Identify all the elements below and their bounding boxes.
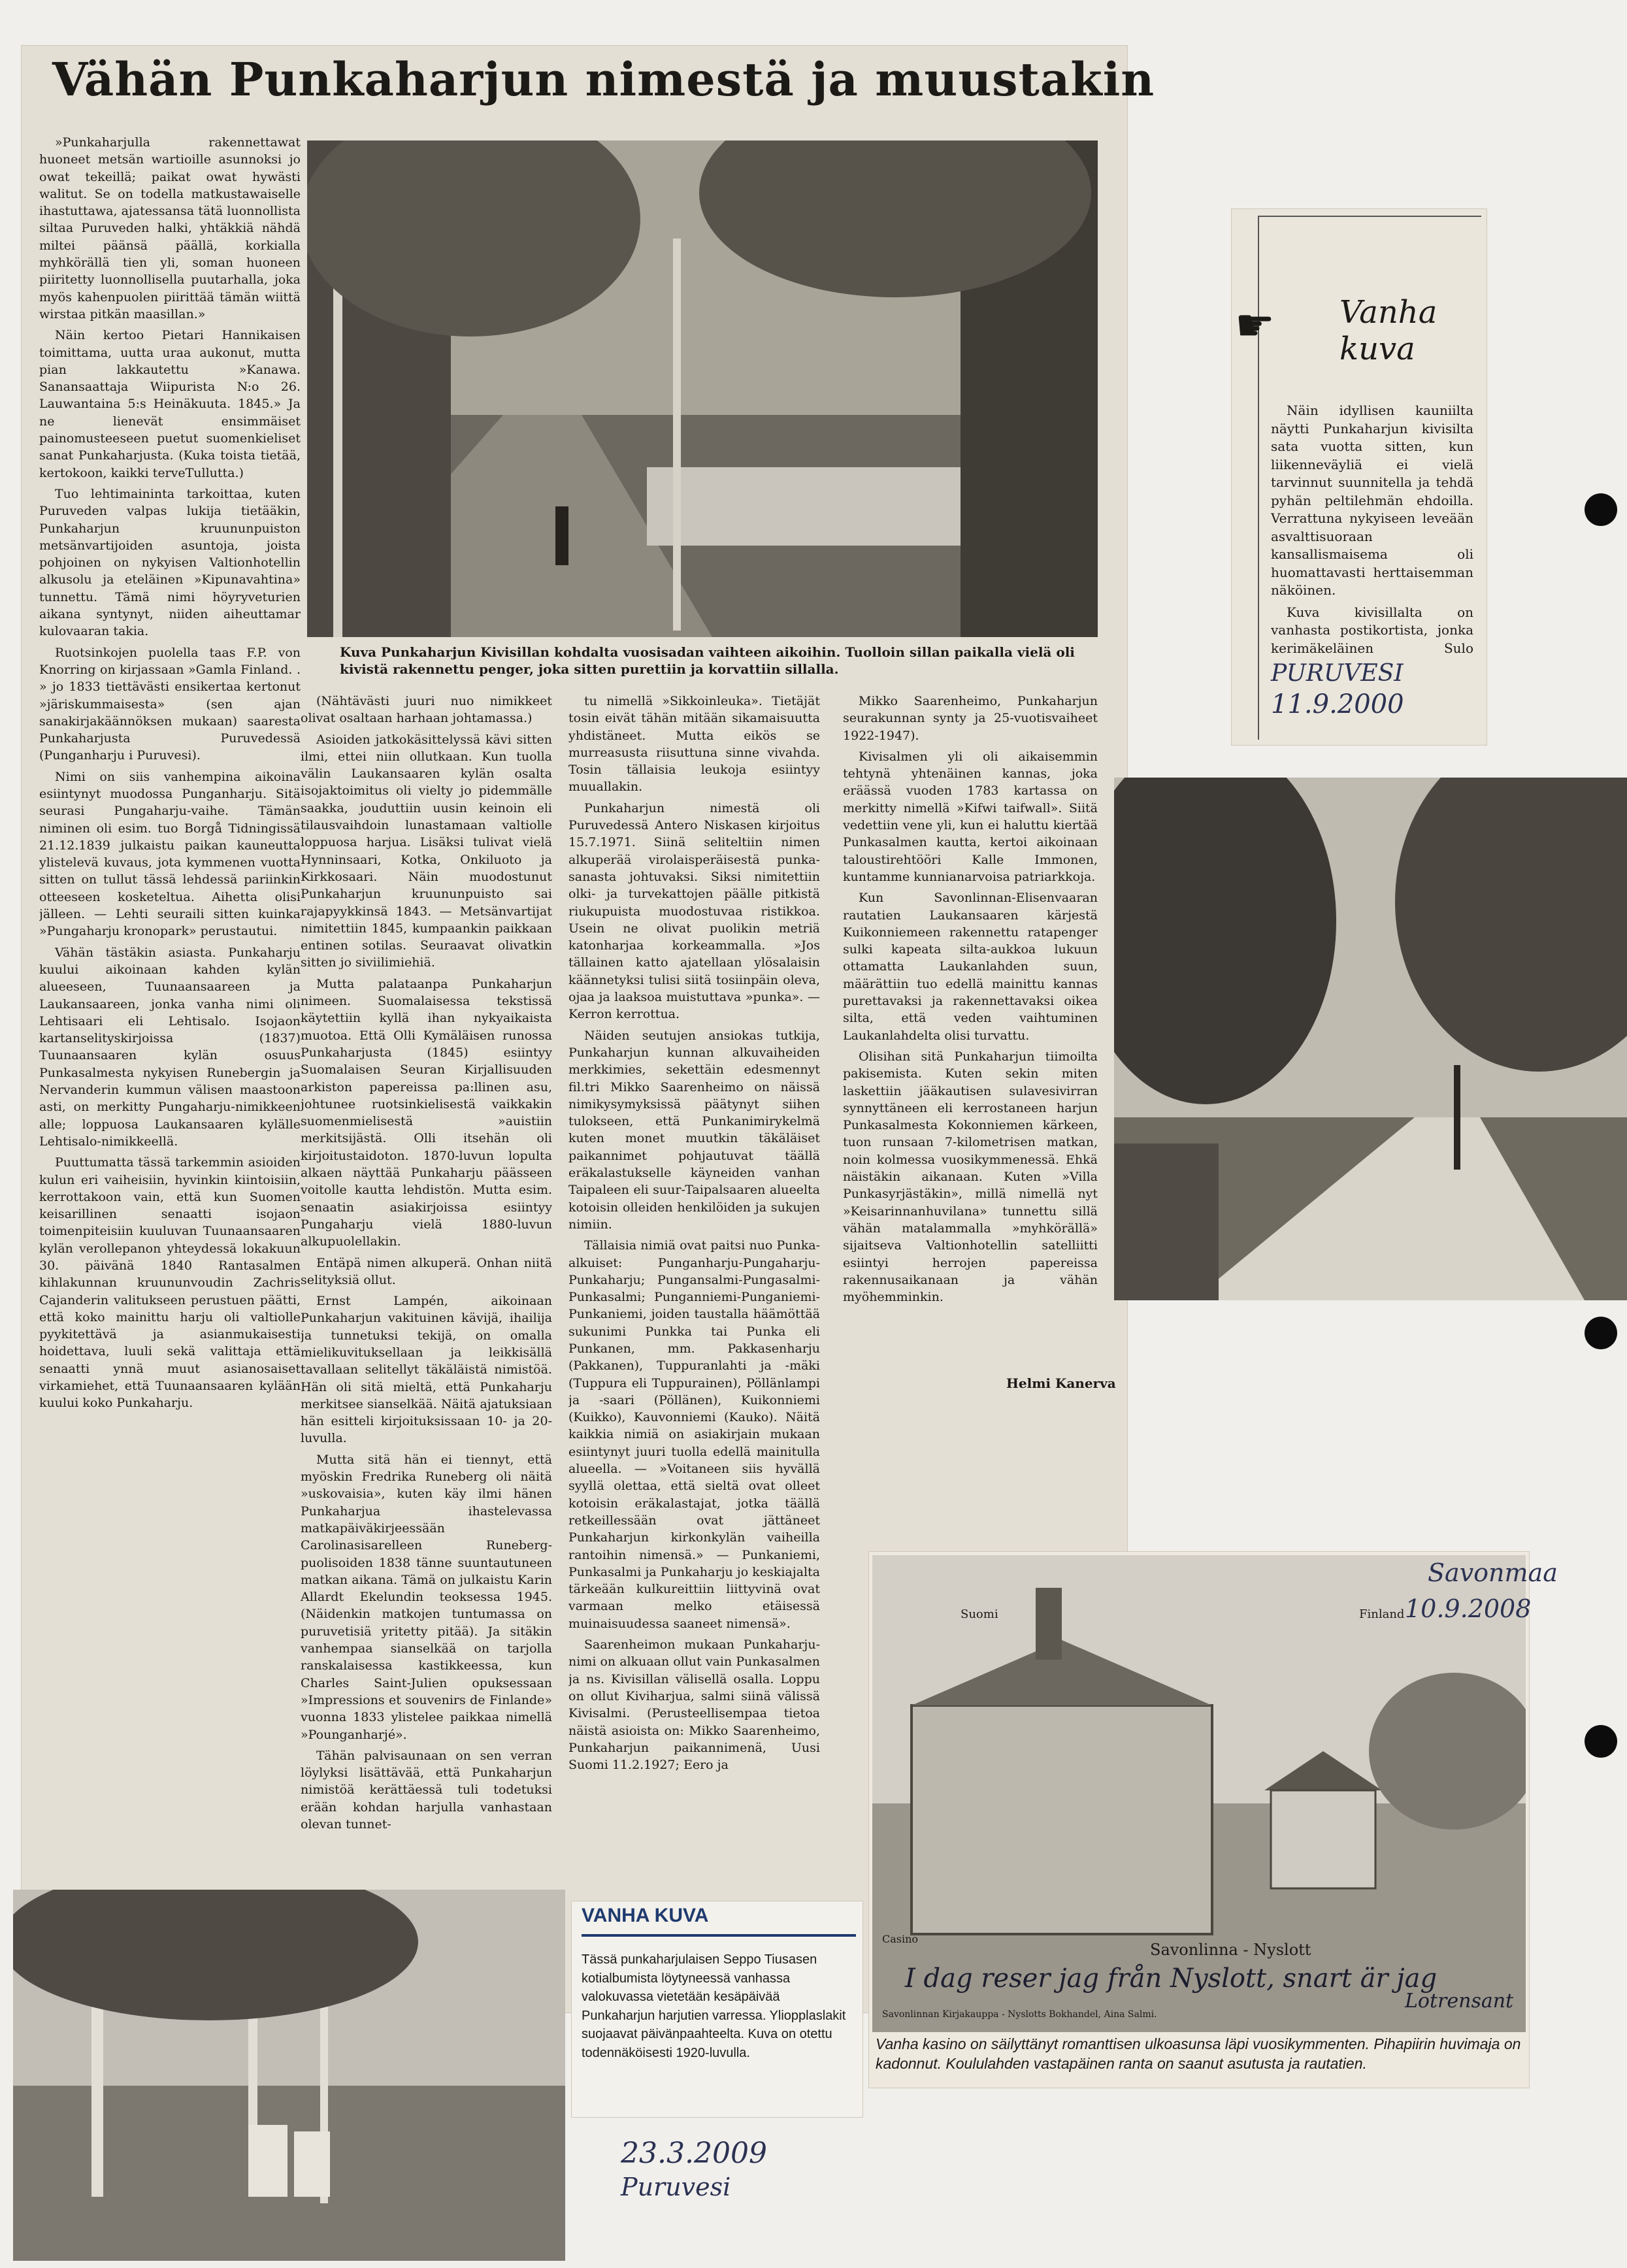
postcard-handwriting-2: Lotrensant: [1405, 1990, 1514, 2013]
handwritten-date-2009: 23.3.2009: [621, 2137, 767, 2170]
kivisilta-postcard-illustration: [1114, 778, 1627, 1300]
handwritten-source-puruvesi-2: Puruvesi: [621, 2173, 731, 2201]
casino-postcard-illustration: [872, 1555, 1526, 2032]
postcard-label-finland: Finland: [1359, 1607, 1405, 1621]
article-byline: Helmi Kanerva: [1006, 1375, 1116, 1391]
article-column-2: (Nähtävästi juuri nuo nimikkeet olivat osaltaan harhaan johtamassa.) Asioiden jatkokäsittelyssä kävi sitten ilmi, ettei niin ollutkaan. Kun tuolla välin Laukansaaren kylän osalta isojaktoimitus oli vielty jo pidemmälle saakka, jouduttiin uusin keinoin eli tilausvaihdoin lunastamaan valtiolle loppuosa harjua. Lisäksi tulivat vielä Hynninsaari, Kotka, Onkiluoto ja Kirkkosaari. Näin muodostunut Punkaharjun kruununpuisto sai rajapyykkinsä 1843. — Metsänvartijat nimitettiin 1845, kumpaankin paikkaan entinen sotilas. Seuraavat olivatkin sitten jo siviilimiehiä. Mutta palataanpa Punkaharjun nimeen. Suomalaisessa tekstissä käytettiin kyllä ihan nykyaikaista muotoa. Että Olli Kymäläisen runossa Punkaharjusta (1845) esiintyy Suomalaisen Seuran Kirjallisuuden arkiston papereissa pa:llinen asu, johtunee ruotsinkielisestä vaikkakin suomenmielisestä »auistiin merkitsijästä. Olli itsehän oli kirjoitustaidoton. 1870-luvun lopulta alkaen näyttää Punkaharju päässeen voitolle kautta lehdistön. Mutta esim. senaatin asiakirjoissa esiintyy Pungaharju vielä 1880-luvun alkupuolellakin. Entäpä nimen alkuperä. Onhan niitä selityksiä ollut. Ernst Lampén, aikoinaan Punkaharjun vakituinen kävijä, ihailija ja tunnetuksi tekijä, on omalla mielikuvituksellaan ja leikkisällä tavallaan selitellyt täkäläistä nimistöä. Hän oli sitä mieltä, että Punkaharju merkitsee sianselkää. Näitä ajatuksiaan hän esitteli kirjoituksissaan 10- ja 20-luvulla. Mutta sitä hän ei tiennyt, että myöskin Fredrika Runeberg oli näitä »uskovaisia», kuten käy ilmi hänen Punkaharjua ihastelevassa matkapäiväkirjeessään Carolinasisarelleen Runeberg-puolisoiden 1838 tänne suuntautuneen matkan aikana. Tämä on julkaistu Karin Allardt Ekelundin teoksessa 1945. (Näidenkin matkojen tuntumassa on puruvetisiä yritetty pitää). Ja sitäkin vanhempaa sianselkää on tarjolla ranskalaisessa kastikkeessa, kun Charles Saint-Julien opuksessaan »Impressions et souvenirs de Finlande» vuonna 1833 ylistelee paikkaa nimellä »Pounganharjé». Tähän palvisaunaan on sen verran löylyksi lisättävää, että Punkaharjun nimistöä kerättäessä tuli todetuksi erään kohdan harjulla vanhastaan olevan tunnet-: [301, 694, 552, 1832]
bottom-vanha-kuva-heading: VANHA KUVA: [582, 1905, 709, 1926]
postcard-publisher: Savonlinnan Kirjakauppa - Nyslotts Bokhandel, Aina Salmi.: [882, 2009, 1157, 2020]
summer-day-photo-illustration: [13, 1890, 565, 2261]
bottom-heading-rule: [582, 1934, 856, 1937]
pointing-hand-icon: ☛: [1235, 300, 1275, 352]
binder-hole-2: [1585, 1317, 1617, 1349]
kivisilta-photo-illustration: [307, 140, 1098, 637]
postcard-caption: Vanha kasino on säilyttänyt romanttisen ulkoasunsa läpi vuosikymmenten. Pihapiirin huvimaja on kadonnut. Koululahden vastapäinen ranta on saanut asutusta ja rautatien.: [876, 2035, 1521, 2072]
handwritten-source-puruvesi: PURUVESI: [1271, 660, 1404, 687]
handwritten-date-2008: 10.9.2008: [1405, 1594, 1532, 1623]
vanha-kuva-title: Vanha kuva: [1339, 294, 1438, 367]
postcard-label-casino: Casino: [882, 1933, 919, 1945]
binder-hole-1: [1585, 493, 1617, 526]
kivisilta-postcard-photo: [1114, 778, 1627, 1300]
article-column-4: Mikko Saarenheimo, Punkaharjun seurakunnan synty ja 25-vuotisvaiheet 1922-1947). Kivisalmen yli oli aikaisemmin tehtynä yhtenäinen kannas, joka eräässä vuoden 1783 kartassa on merkitty nimellä »Kifwi taifwall». Siitä vedettiin vene yli, kun ei haluttu kiertää Punkasalmen kautta, kertoi aikoinaan taloustirehtööri Kalle Immonen, kuntamme kunnianarvoisa patriarkkoja. Kun Savonlinnan-Elisenvaaran rautatien Laukansaaren kärjestä Kuikonniemeen rakennettu ratapenger sulki kapeata silta-aukkoa lukuun ottamatta Laukanlahden suun, määrättiin tuo edellä mainittu kannas purettavaksi ja rakennettavaksi oikea silta, että veden vaihtuminen Laukanlahdelta olisi turvattu. Olisihan sitä Punkaharjun tiimoilta pakisemista. Kuten sekin miten laskettiin jääkautisen sulavesivirran synnyttäneen eli kerrostaneen harjun Punkasalmesta Kokonniemen kärkeen, tuon runsaan 7-kilometrisen matkan, noin kolmessa vuosikymmenessä. Ehkä näistäkin aikanaan. Kuten »Villa Punkasyrjästäkin», millä nimellä nyt »Keisarinnanhuvilana» tunnettu sillä vähän matalammalla »myhkörällä» sijaitseva Valtionhotellin satelliitti esiintyi herrojen papereissa rakennusaikanaan ja vähän myöhemminkin.: [843, 694, 1098, 1305]
kivisilta-photo: [307, 140, 1098, 637]
casino-postcard: [872, 1555, 1526, 2032]
summer-day-photo: [13, 1890, 565, 2261]
postcard-handwriting: I dag reser jag från Nyslott, snart är jag: [905, 1964, 1438, 1994]
postcard-label-place: Savonlinna - Nyslott: [1150, 1941, 1311, 1959]
article-title: Vähän Punkaharjun nimestä ja muustakin: [52, 52, 1155, 107]
handwritten-date-2000: 11.9.2000: [1271, 689, 1404, 719]
article-column-3: tu nimellä »Sikkoinleuka». Tietäjät tosin eivät tähän mitään sikamaisuutta yhdistäneet. Mutta eikös se murreasusta riisuttuna sinne vivahda. Tosin tällaisia leukoja esiintyy muuallakin. Punkaharjun nimestä oli Puruvedessä Antero Niskasen kirjoitus 15.7.1971. Siinä seliteltiin nimen alkuperää virolaisperäisestä punka-sanasta johtuvaksi. Siksi nimitettiin olki- ja turvekattojen päälle pitkistä riukupuista muodostuvaa ristikkoa. Usein ne olivat puolikin metriä katonharjaa korkeammalla. »Jos tällainen katto ajatellaan ylösalaisin käännetyksi tulisi siitä tosiinpäin oleva, ojaa ja laaksoa muistuttava »punka». — Kerron kerrottua. Näiden seutujen ansiokas tutkija, Punkaharjun kunnan alkuvaiheiden merkkimies, sekettäin edesmennyt fil.tri Mikko Saarenheimo on näissä nimikysymyksissä päätynyt siihen tulokseen, että Punkanimirykelmä kuten monet muutkin täkäläiset paikannimet pohjautuvat täällä eräkalastukselle käyneiden vanhan Taipaleen eli suur-Taipalsaaren alueelta kotoisin olleiden henkilöiden ja sukujen nimiin. Tällaisia nimiä ovat paitsi nuo Punka-alkuiset: Punganharju-Pungaharju-Punkaharju; Pungansalmi-Pungasalmi-Punkasalmi; Punganniemi-Punganiemi-Punkaniemi, joiden taustalla häämöttää sukunimi Punkka tai Punka eli Punkanen, mm. Pakkasenharju (Pakkanen), Tuppuranlahti ja -mäki (Tuppura eli Tuppurainen), Pöllänlampi ja -saari (Pöllänen), Kuikonniemi (Kuikko), Kauvonniemi (Kauko). Näitä kaikkia nimiä on asiakirjain mukaan esiintynyt juuri tuolla edellä mainitulla alueella. — »Voitaneen siis hyvällä syyllä olettaa, että sieltä ovat olleet kotoisin eräkalastajat, jotka täällä retkeillessään ovat jättäneet Punkaharjun kirkonkylän vaiheilla rantoihin nimensä.» — Punkaniemi, Punkasalmi ja Punkaharju jo keskiajalta tärkeään kulkureittiin liittyvinä ovat varmaan melko etäisessä muinaisuudessa saaneet nimensä». Saarenheimon mukaan Punkaharju-nimi on alkuaan ollut vain Punkasalmen ja ns. Kivisillan välisellä osalla. Loppu on ollut Kiviharjua, salmi siinä välissä Kivisalmi. (Perusteellisempaa tietoa näistä asioista on: Mikko Saarenheimo, Punkaharjun paikannimenä, Uusi Suomi 11.2.1927; Eero ja: [568, 694, 820, 1773]
postcard-label-suomi: Suomi: [961, 1607, 998, 1621]
vanha-kuva-body: Näin idyllisen kauniilta näytti Punkaharjun kivisilta sata vuotta sitten, kun liikenneväyliä ei vielä tarvinnut suunnitella ja tehdä pyhän peltilehmän ehdoilla. Verrattuna nykyiseen leveään asvalttisuoraan kansallismaisema oli huomattavasti herttaisemman näköinen. Kuva kivisillalta on vanhasta postikortista, jonka kerimäkeläinen Sulo: [1271, 403, 1473, 656]
photo-caption: Kuva Punkaharjun Kivisillan kohdalta vuosisadan vaihteen aikoihin. Tuolloin sillan paikalla vielä oli kivistä rakennettu penger, joka sitten purettiin ja korvattiin sillalla.: [340, 644, 1075, 677]
handwritten-source-savonmaa: Savonmaa: [1428, 1558, 1558, 1587]
bottom-vanha-kuva-body: Tässä punkaharjulaisen Seppo Tiusasen kotialbumista löytyneessä vanhassa valokuvassa vietetään kesäpäivää Punkaharjun harjutien varressa. Yliopplaslakit suojaavat päivänpaahteelta. Kuva on otettu todennäköisesti 1920-luvulla.: [582, 1952, 846, 2060]
article-column-1: »Punkaharjulla rakennettawat huoneet metsän wartioille asunnoksi jo owat tekeillä; paikat owat hywästi walitut. Se on todella matkustawaiselle ihastuttawa, ajatessansa tätä luonnollista siltaa Puruveden halki, yhtäkkiä nähdä miltei päänsä päällä, korkialla myhkörällä tien yli, soman huoneen piiritetty luonnollisella puutarhalla, joka myös kahenpuolen piirittää tämän wiittä wirstaa pitkän maasillan.» Näin kertoo Pietari Hannikaisen toimittama, uutta uraa aukonut, mutta pian lakkautettu »Kanawa. Sanansaattaja Wiipurista N:o 26. Lauwantaina 5:s Heinäkuuta. 1845.» Ja ne lienevät ensimmäiset painomusteeseen puetut suomenkieliset sanat Punkaharjusta. (Kuka toista tietää, kertokoon, kaikki terveTullutta.) Tuo lehtimaininta tarkoittaa, kuten Puruveden valpas lukija tietääkin, Punkaharjun kruununpuiston metsänvartijoiden asuntoja, joista pohjoinen on nykyisen Valtionhotellin alkusolu ja eteläinen »Kipunavahtina» tunnettu. Tämä nimi höyryveturien aikana syntynyt, niiden aiheuttamar kulovaaran takia. Ruotsinkojen puolella taas F.P. von Knorring on kirjassaan »Gamla Finland. . » jo 1833 tiettävästi ensikertaa kertonut »järiskummaisesta» (sen ajan sanakirjakäännöksen mukaan) saaresta Punkaharjusta Puruvedessä (Punganharju i Puruvesi). Nimi on siis vanhempina aikoina esiintynyt muodossa Punganharju. Sitä seurasi Pungaharju-vaihe. Tämän niminen oli esim. tuo Borgå Tidningissä 21.12.1839 julkaistu paikan kauneutta ylistelevä kuvaus, jota kymmenen vuotta sitten on tullut tässä lehdessä pariinkin otteeseen kosketeltua. Aihetta olisi jälleen. — Lehti seuraili sitten kuinka »Pungaharju kronopark» perustautui. Vähän tästäkin asiasta. Punkaharju kuului aikoinaan kahden kylän alueeseen, Tuunaansaareen ja Laukansaareen, jonka vanha nimi oli Lehtisaari eli Lehtisalo. Isojaon kartanselityskirjoissa (1837) Tuunaansaaren kylän osuus Punkasalmesta nykyisen Runebergin ja Nervanderin kummun välisen maastoon asti, on merkitty Pungaharju-nimikkeen alle; loppuosa Laukansaaren kylälle Lehtisalo-nimikkeellä. Puuttumatta tässä tarkemmin asioiden kulun eri vaiheisiin, hyvinkin kiintoisiin, kerrottakoon vain, että kun Suomen keisarillinen senaatti isojaon toimenpiteisiin kuuluvan Tuunaansaaren kylän verollepanon yhteydessä lokakuun 30. päivänä 1840 Rantasalmen kihlakunnan kruununvoudin Zachris Cajanderin valitukseen perustuen päätti, että koko mainittu harju oli valtiolle pyykitettävä ja asianmukaisesti hoidettava, luuli sekä valittaja että senaatti ynnä muut asianosaiset virkamiehet, että Tuunaansaaren kylään kuului koko Punkaharju.: [39, 135, 301, 1411]
binder-hole-3: [1585, 1725, 1617, 1758]
